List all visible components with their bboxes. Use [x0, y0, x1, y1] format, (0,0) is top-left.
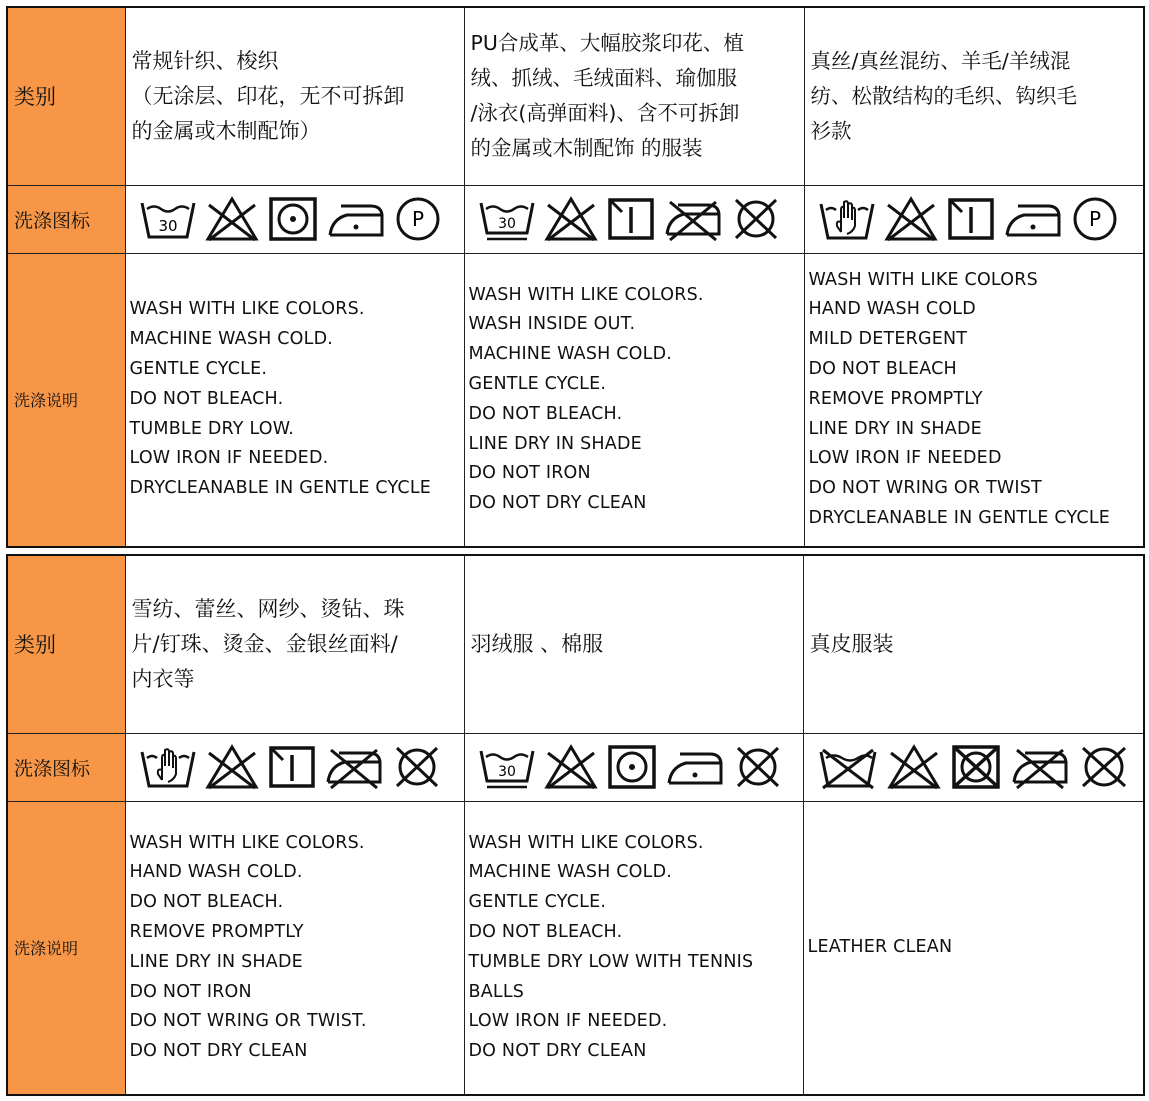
care-icons-cell [464, 185, 804, 253]
line-dry-shade-icon [607, 197, 655, 241]
instructions-cell: LEATHER CLEAN [803, 801, 1144, 1095]
line-dry-shade-icon [947, 197, 995, 241]
instructions-cell: WASH WITH LIKE COLORS HAND WASH COLD MILD DETERGENT DO NOT BLEACH REMOVE PROMPTLY LINE DRY IN SHADE LOW IRON IF NEEDED DO NOT WRING OR TWIST DRYCLEANABLE IN GENTLE CYCLE [804, 253, 1144, 547]
category-cell: 雪纺、蕾丝、网纱、烫钻、珠 片/钉珠、烫金、金银丝面料/ 内衣等 [125, 555, 464, 733]
no-bleach-icon [884, 196, 938, 242]
no-bleach-icon [544, 744, 598, 790]
iron-low-icon [1004, 197, 1062, 241]
tumble-dry-low-icon [607, 744, 657, 790]
tumble-dry-low-icon [268, 196, 318, 242]
category-label: 类别 [7, 555, 125, 733]
no-bleach-icon [544, 196, 598, 242]
no-dryclean-icon [1078, 743, 1130, 791]
category-cell: 羽绒服 、棉服 [464, 555, 803, 733]
category-cell: PU合成革、大幅胶浆印花、植 绒、抓绒、毛绒面料、瑜伽服 /泳衣(高弹面料)、含不可拆卸 的金属或木制配饰 的服装 [464, 7, 804, 185]
no-tumble-dry-icon [950, 744, 1002, 790]
svg-text:P: P [1088, 207, 1101, 231]
category-cell: 常规针织、梭织 （无涂层、印花，无不可拆卸 的金属或木制配饰） [125, 7, 464, 185]
instructions-label: 洗涤说明 [7, 253, 125, 547]
care-table-1 [6, 6, 1145, 548]
line-dry-shade-icon [268, 745, 316, 789]
no-bleach-icon [205, 196, 259, 242]
iron-low-icon [666, 745, 724, 789]
no-bleach-icon [205, 744, 259, 790]
svg-text:30: 30 [497, 764, 516, 780]
wash-30-icon [140, 197, 196, 241]
iron-low-icon [327, 197, 385, 241]
svg-text:P: P [411, 207, 424, 231]
no-dryclean-icon [731, 195, 781, 243]
no-iron-icon [1011, 744, 1069, 790]
no-dryclean-icon [733, 743, 783, 791]
no-bleach-icon [887, 744, 941, 790]
dryclean-p-icon [394, 195, 442, 243]
instructions-cell: WASH WITH LIKE COLORS. HAND WASH COLD. DO NOT BLEACH. REMOVE PROMPTLY LINE DRY IN SHADE DO NOT IRON DO NOT WRING OR TWIST. DO NOT DRY CLEAN [125, 801, 464, 1095]
care-table-2 [6, 554, 1145, 1096]
instructions-cell: WASH WITH LIKE COLORS. MACHINE WASH COLD. GENTLE CYCLE. DO NOT BLEACH. TUMBLE DRY LOW WITH TENNIS BALLS LOW IRON IF NEEDED. DO NOT DRY CLEAN [464, 801, 803, 1095]
care-icons-cell [464, 733, 803, 801]
wash-30-gentle-icon [479, 197, 535, 241]
category-label: 类别 [7, 7, 125, 185]
category-cell: 真皮服装 [803, 555, 1144, 733]
care-icons-cell [803, 733, 1144, 801]
icons-label: 洗涤图标 [7, 733, 125, 801]
instructions-cell: WASH WITH LIKE COLORS. MACHINE WASH COLD. GENTLE CYCLE. DO NOT BLEACH. TUMBLE DRY LOW. LOW IRON IF NEEDED. DRYCLEANABLE IN GENTLE CYCLE [125, 253, 464, 547]
category-cell: 真丝/真丝混纺、羊毛/羊绒混 纺、松散结构的毛织、钩织毛 衫款 [804, 7, 1144, 185]
no-iron-icon [664, 196, 722, 242]
instructions-cell: WASH WITH LIKE COLORS. WASH INSIDE OUT. MACHINE WASH COLD. GENTLE CYCLE. DO NOT BLEACH. LINE DRY IN SHADE DO NOT IRON DO NOT DRY CLEAN [464, 253, 804, 547]
svg-text:30: 30 [157, 217, 178, 235]
care-icons-cell [125, 733, 464, 801]
hand-wash-icon [819, 196, 875, 242]
dryclean-p-icon [1071, 195, 1119, 243]
no-iron-icon [325, 744, 383, 790]
hand-wash-icon [140, 744, 196, 790]
icons-label: 洗涤图标 [7, 185, 125, 253]
care-icons-cell [804, 185, 1144, 253]
no-dryclean-icon [392, 743, 442, 791]
instructions-label: 洗涤说明 [7, 801, 125, 1095]
no-wash-icon [818, 744, 878, 790]
care-icons-cell [125, 185, 464, 253]
svg-text:30: 30 [497, 216, 516, 232]
wash-30-gentle-icon [479, 745, 535, 789]
